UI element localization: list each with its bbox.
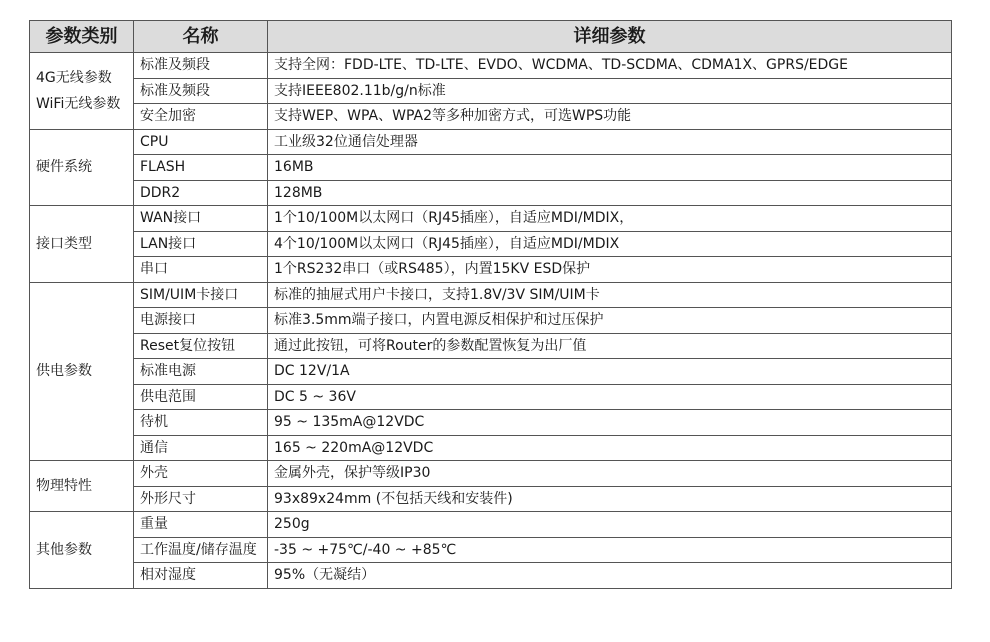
param-detail: 标准的抽屉式用户卡接口，支持1.8V/3V SIM/UIM卡 xyxy=(268,282,952,308)
table-row xyxy=(30,53,952,79)
category-cell xyxy=(30,206,134,283)
param-detail: 95%（无凝结） xyxy=(268,563,952,589)
table-row xyxy=(30,537,952,563)
param-name: 串口 xyxy=(134,257,268,283)
param-detail: 95 ~ 135mA@12VDC xyxy=(268,410,952,436)
spec-body xyxy=(30,53,952,589)
table-row xyxy=(30,563,952,589)
param-detail: 支持IEEE802.11b/g/n标准 xyxy=(268,78,952,104)
header-category: 参数类别 xyxy=(30,21,134,53)
category-label: 其他参数 xyxy=(36,541,92,558)
table-row xyxy=(30,129,952,155)
param-name: 外壳 xyxy=(134,461,268,487)
category-label: 物理特性 xyxy=(36,478,92,494)
category-label: 4G无线参数 xyxy=(36,69,112,86)
param-detail: DC 12V/1A xyxy=(268,359,952,385)
table-row xyxy=(30,435,952,461)
header-name: 名称 xyxy=(134,21,268,53)
param-name: LAN接口 xyxy=(134,231,268,257)
table-row xyxy=(30,308,952,334)
table-row xyxy=(30,486,952,512)
table-row xyxy=(30,282,952,308)
table-row xyxy=(30,461,952,487)
param-detail: 支持WEP、WPA、WPA2等多种加密方式，可选WPS功能 xyxy=(268,104,952,130)
category-label: 硬件系统 xyxy=(36,159,92,176)
param-detail: DC 5 ~ 36V xyxy=(268,384,952,410)
param-detail: 1个10/100M以太网口（RJ45插座），自适应MDI/MDIX， xyxy=(268,206,952,232)
spec-table xyxy=(29,20,952,589)
param-name: CPU xyxy=(134,129,268,155)
param-name: 相对湿度 xyxy=(134,563,268,589)
param-detail: -35 ~ +75℃/-40 ~ +85℃ xyxy=(268,537,952,563)
param-name: 安全加密 xyxy=(134,104,268,130)
param-detail: 支持全网：FDD-LTE、TD-LTE、EVDO、WCDMA、TD-SCDMA、CDMA1X、GPRS/EDGE xyxy=(268,53,952,79)
param-detail: 1个RS232串口（或RS485），内置15KV ESD保护 xyxy=(268,257,952,283)
param-detail: 金属外壳，保护等级IP30 xyxy=(268,461,952,487)
header-detail: 详细参数 xyxy=(268,21,952,53)
category-label: 接口类型 xyxy=(36,235,92,252)
table-row xyxy=(30,359,952,385)
param-detail: 165 ~ 220mA@12VDC xyxy=(268,435,952,461)
table-row xyxy=(30,410,952,436)
param-name: Reset复位按钮 xyxy=(134,333,268,359)
param-name: 标准及频段 xyxy=(134,53,268,79)
param-detail: 标准3.5mm端子接口，内置电源反相保护和过压保护 xyxy=(268,308,952,334)
category-label: WiFi无线参数 xyxy=(36,95,121,112)
category-cell xyxy=(30,129,134,206)
param-name: DDR2 xyxy=(134,180,268,206)
param-detail: 4个10/100M以太网口（RJ45插座），自适应MDI/MDIX xyxy=(268,231,952,257)
param-detail: 128MB xyxy=(268,180,952,206)
table-row xyxy=(30,384,952,410)
param-name: FLASH xyxy=(134,155,268,181)
param-name: 供电范围 xyxy=(134,384,268,410)
param-name: 标准电源 xyxy=(134,359,268,385)
param-name: 电源接口 xyxy=(134,308,268,334)
param-name: 重量 xyxy=(134,512,268,538)
category-cell xyxy=(30,461,134,512)
header-row xyxy=(30,21,952,53)
table-row xyxy=(30,155,952,181)
param-name: 外形尺寸 xyxy=(134,486,268,512)
param-name: SIM/UIM卡接口 xyxy=(134,282,268,308)
param-detail: 16MB xyxy=(268,155,952,181)
param-name: 待机 xyxy=(134,410,268,436)
table-row xyxy=(30,333,952,359)
table-row xyxy=(30,104,952,130)
table-row xyxy=(30,257,952,283)
category-cell xyxy=(30,53,134,130)
table-row xyxy=(30,78,952,104)
param-name: 通信 xyxy=(134,435,268,461)
param-detail: 通过此按钮，可将Router的参数配置恢复为出厂值 xyxy=(268,333,952,359)
category-cell xyxy=(30,282,134,461)
category-cell xyxy=(30,512,134,589)
param-name: WAN接口 xyxy=(134,206,268,232)
table-row xyxy=(30,512,952,538)
category-label: 供电参数 xyxy=(36,363,92,380)
param-detail: 250g xyxy=(268,512,952,538)
table-row xyxy=(30,206,952,232)
param-detail: 93x89x24mm (不包括天线和安装件) xyxy=(268,486,952,512)
table-row xyxy=(30,231,952,257)
param-name: 工作温度/储存温度 xyxy=(134,537,268,563)
table-row xyxy=(30,180,952,206)
param-detail: 工业级32位通信处理器 xyxy=(268,129,952,155)
param-name: 标准及频段 xyxy=(134,78,268,104)
